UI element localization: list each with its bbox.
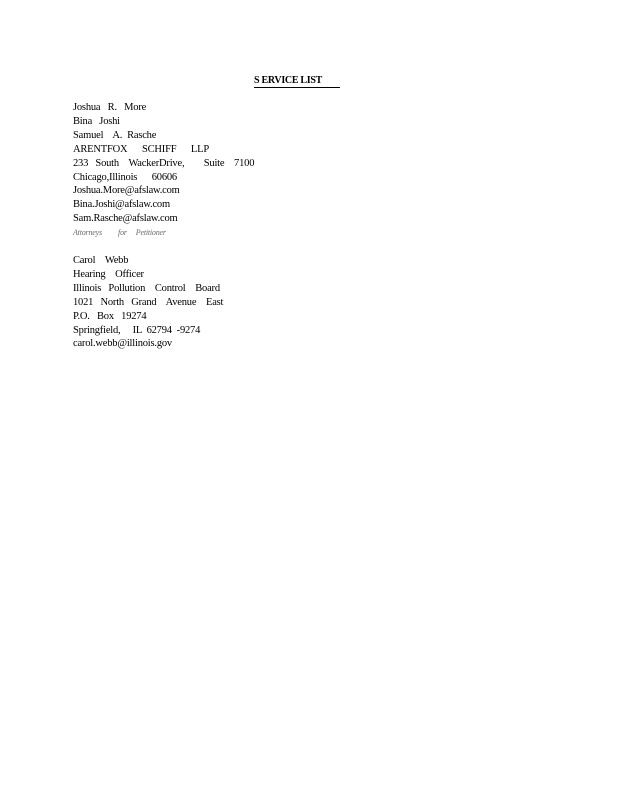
role-label: Attorneys for Petitioner — [73, 228, 166, 238]
firm-name: ARENTFOX SCHIFF LLP — [73, 143, 209, 155]
contact-line: Samuel A. Rasche — [73, 129, 157, 141]
contact-line: Hearing Officer — [73, 268, 144, 280]
email-line: Sam.Rasche@afslaw.com — [73, 213, 178, 225]
petitioner-contact-block — [73, 101, 254, 240]
address-line: 233 South WackerDrive, Suite 7100 — [73, 157, 255, 169]
contact-line: Bina Joshi — [73, 115, 120, 127]
organization-line: Illinois Pollution Control Board — [73, 282, 220, 294]
address-line: Chicago,Illinois 60606 — [73, 171, 177, 183]
contact-line: Joshua R. More — [73, 102, 147, 113]
email-line: Bina.Joshi@afslaw.com — [73, 199, 170, 211]
contact-line: Carol Webb — [73, 255, 129, 266]
address-line: P.O. Box 19274 — [73, 310, 147, 322]
document-title: S ERVICE LIST — [254, 74, 340, 88]
address-line: Springfield, IL 62794 -9274 — [73, 324, 201, 336]
email-line: carol.webb@illinois.gov — [73, 338, 172, 350]
email-line: Joshua.More@afslaw.com — [73, 185, 180, 197]
address-line: 1021 North Grand Avenue East — [73, 296, 224, 308]
hearing-officer-contact-block — [73, 254, 223, 351]
